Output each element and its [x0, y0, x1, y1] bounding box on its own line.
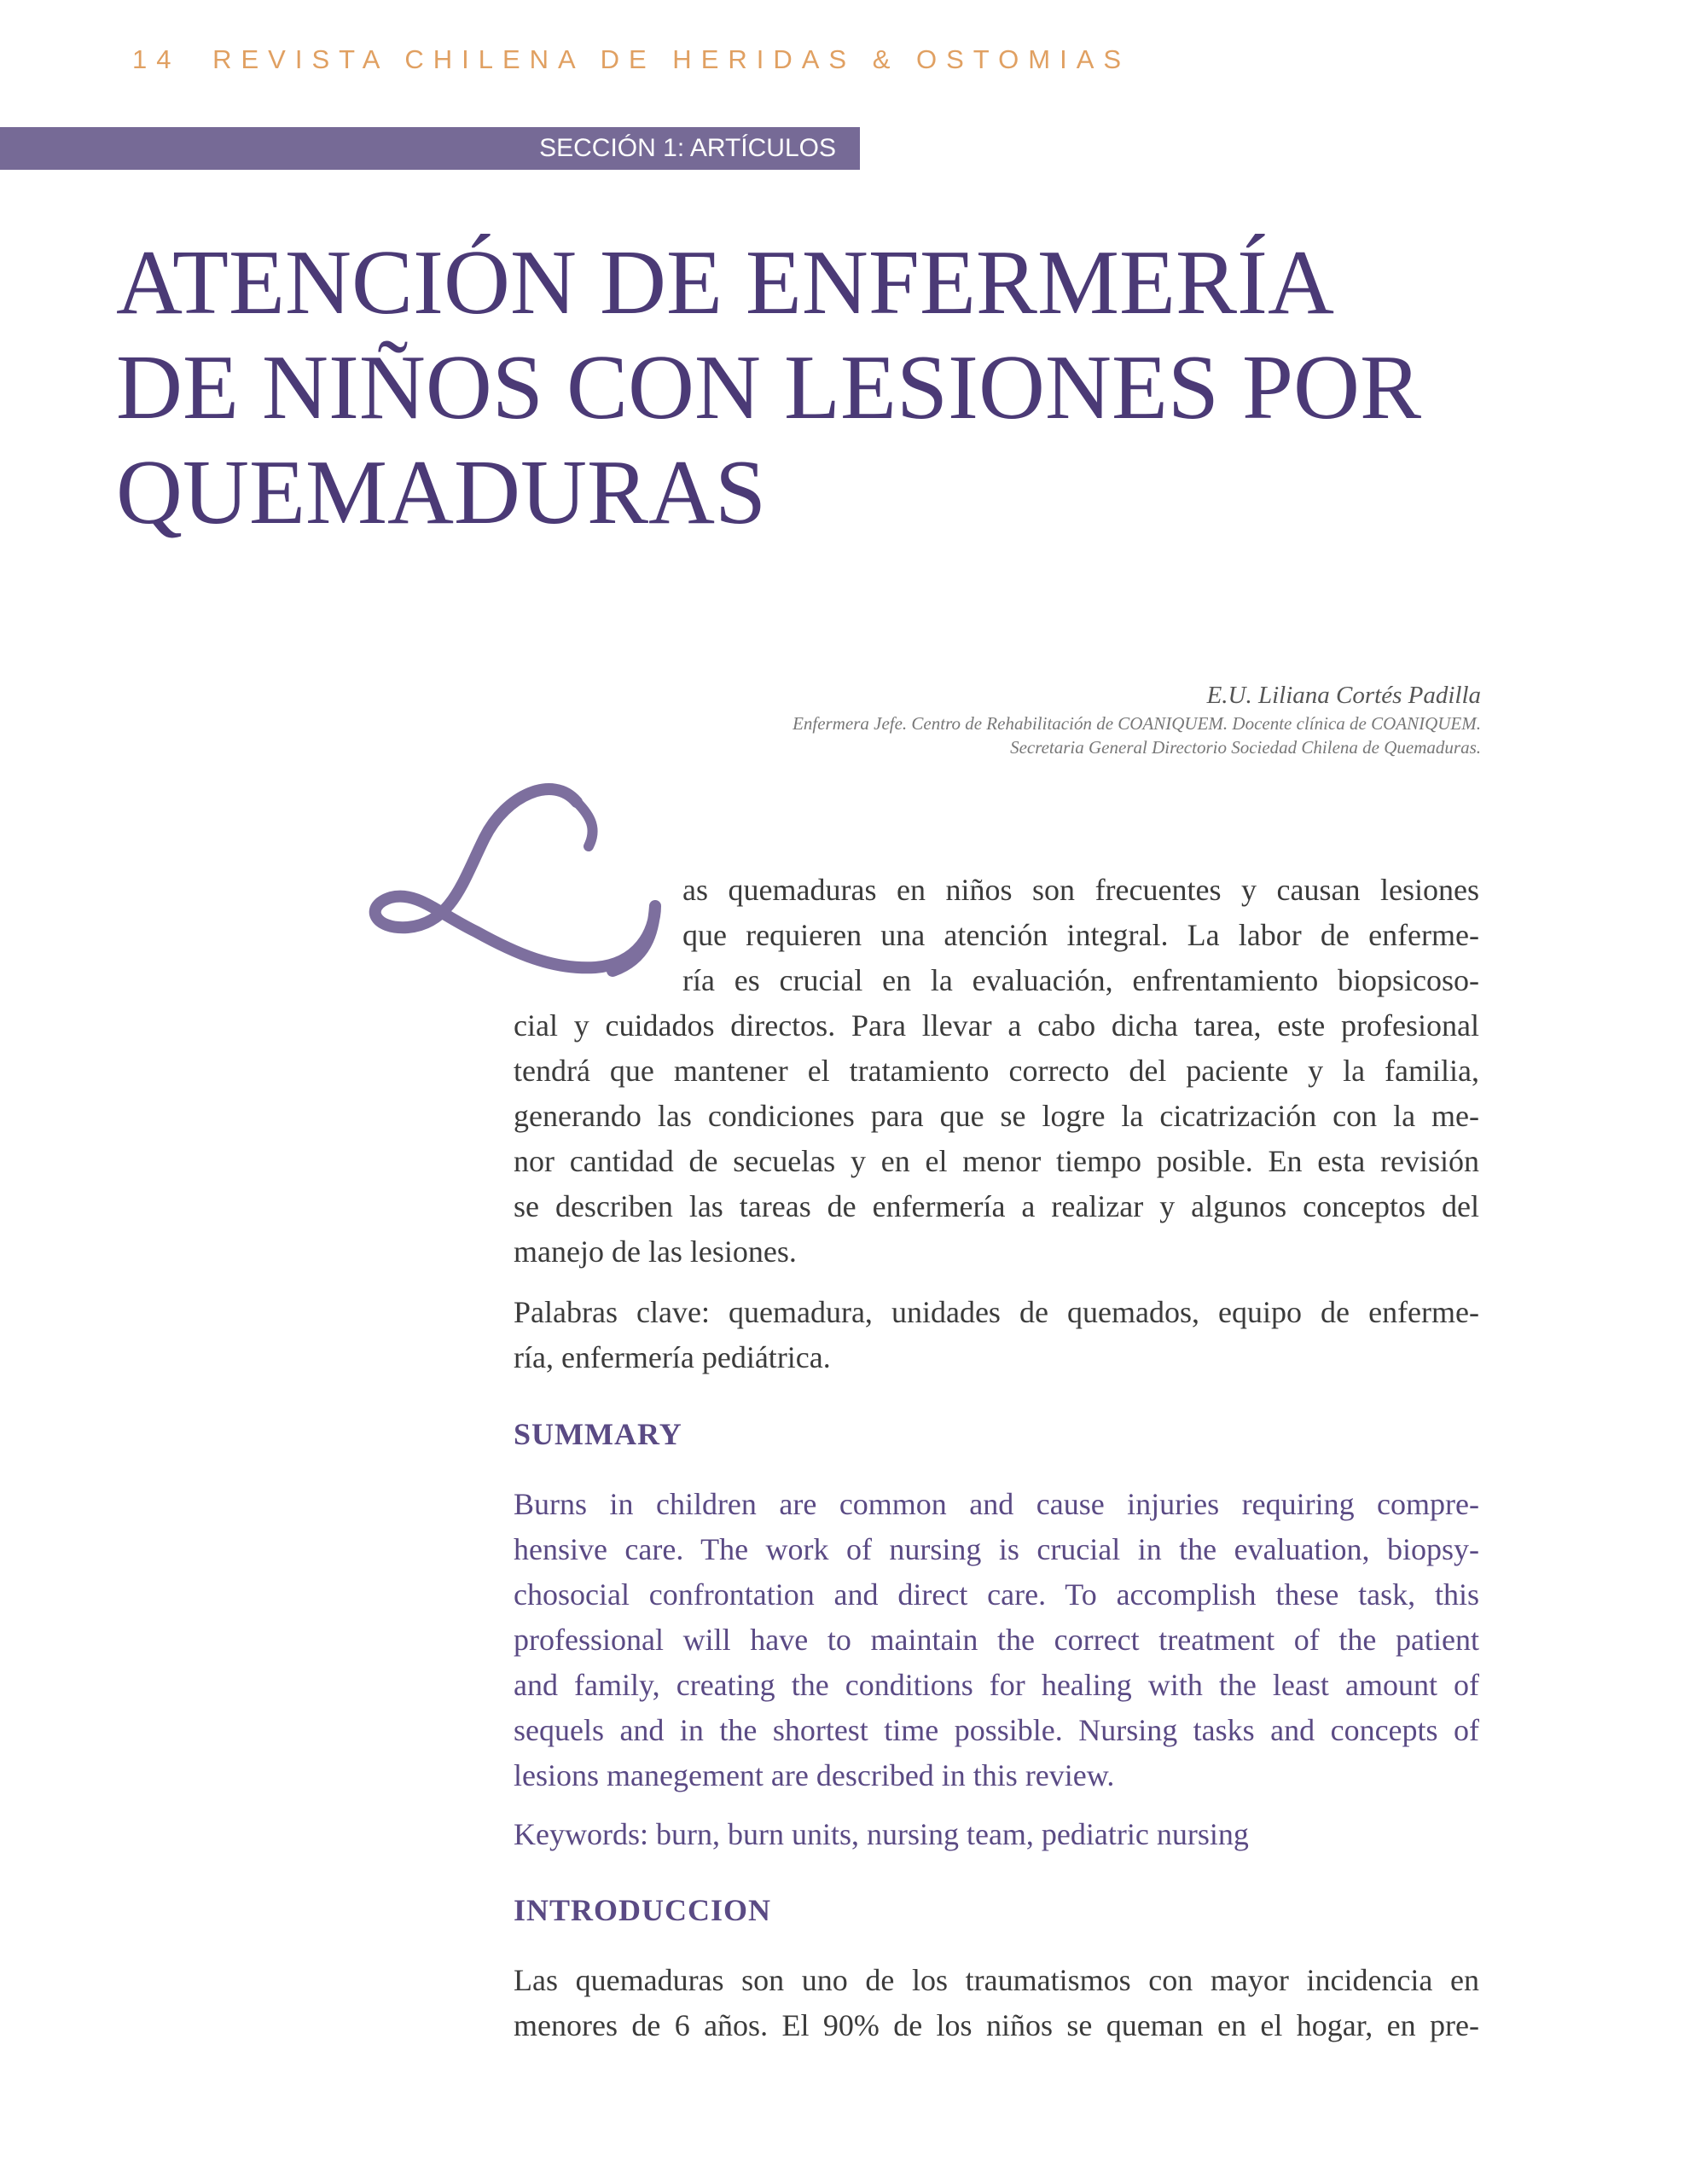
summary-line: Burns in children are common and cause injuries requiring compre-: [514, 1487, 1479, 1521]
keywords-line: Keywords: burn, burn units, nursing team, pediatric nursing: [514, 1817, 1249, 1851]
keywords-line: Palabras clave: quemadura, unidades de quemados, equipo de enferme-: [514, 1295, 1479, 1329]
title-line: QUEMADURAS: [116, 442, 767, 543]
keywords-english: [514, 1812, 1479, 1857]
summary: [514, 1482, 1479, 1798]
journal-name: REVISTA CHILENA DE HERIDAS & OSTOMIAS: [212, 44, 1131, 74]
author-affiliation: Enfermera Jefe. Centro de Rehabilitación de COANIQUEM. Docente clínica de COANIQUEM.: [793, 713, 1481, 734]
abstract-line: manejo de las lesiones.: [514, 1234, 797, 1269]
intro-line: Las quemaduras son uno de los traumatismos con mayor incidencia en: [514, 1963, 1479, 1997]
summary-line: and family, creating the conditions for healing with the least amount of: [514, 1668, 1479, 1702]
summary-line: professional will have to maintain the correct treatment of the patient: [514, 1623, 1479, 1657]
summary-line: hensive care. The work of nursing is crucial in the evaluation, biopsy-: [514, 1532, 1479, 1566]
keywords-line: ría, enfermería pediátrica.: [514, 1340, 831, 1374]
keywords-spanish: [514, 1290, 1479, 1380]
abstract: [514, 868, 1479, 1275]
abstract-line: se describen las tareas de enfermería a realizar y algunos conceptos del: [514, 1189, 1479, 1223]
abstract-line: tendrá que mantener el tratamiento correcto del paciente y la familia,: [514, 1054, 1479, 1088]
author-affiliation: Secretaria General Directorio Sociedad Chilena de Quemaduras.: [1010, 737, 1481, 758]
summary-line: chosocial confrontation and direct care. To accomplish these task, this: [514, 1577, 1479, 1612]
introduction: [514, 1958, 1479, 2048]
page-number: 14: [132, 44, 181, 74]
abstract-line: ría es crucial en la evaluación, enfrentamiento biopsicoso-: [682, 963, 1479, 997]
section-label: [0, 127, 860, 170]
abstract-line: nor cantidad de secuelas y en el menor tiempo posible. En esta revisión: [514, 1144, 1479, 1178]
article-title: [116, 230, 1566, 545]
abstract-line: as quemaduras en niños son frecuentes y causan lesiones: [682, 873, 1479, 907]
abstract-line: generando las condiciones para que se logre la cicatrización con la me-: [514, 1099, 1479, 1133]
section-band: [0, 127, 860, 170]
introduction-heading: INTRODUCCION: [514, 1893, 772, 1927]
running-header: [132, 44, 1130, 75]
abstract-line: cial y cuidados directos. Para llevar a cabo dicha tarea, este profesional: [514, 1008, 1479, 1043]
intro-line: menores de 6 años. El 90% de los niños se queman en el hogar, en pre-: [514, 2008, 1479, 2042]
summary-line: sequels and in the shortest time possible. Nursing tasks and concepts of: [514, 1713, 1479, 1747]
title-line: DE NIÑOS CON LESIONES POR: [116, 337, 1422, 439]
author-block: [793, 679, 1481, 759]
summary-heading: SUMMARY: [514, 1417, 682, 1451]
author-name: E.U. Liliana Cortés Padilla: [1206, 682, 1481, 709]
summary-line: lesions manegement are described in this review.: [514, 1758, 1115, 1792]
section-label-text: SECCIÓN 1: ARTÍCULOS: [539, 134, 836, 162]
title-line: ATENCIÓN DE ENFERMERÍA: [116, 232, 1334, 334]
abstract-line: que requieren una atención integral. La labor de enferme-: [682, 918, 1479, 952]
